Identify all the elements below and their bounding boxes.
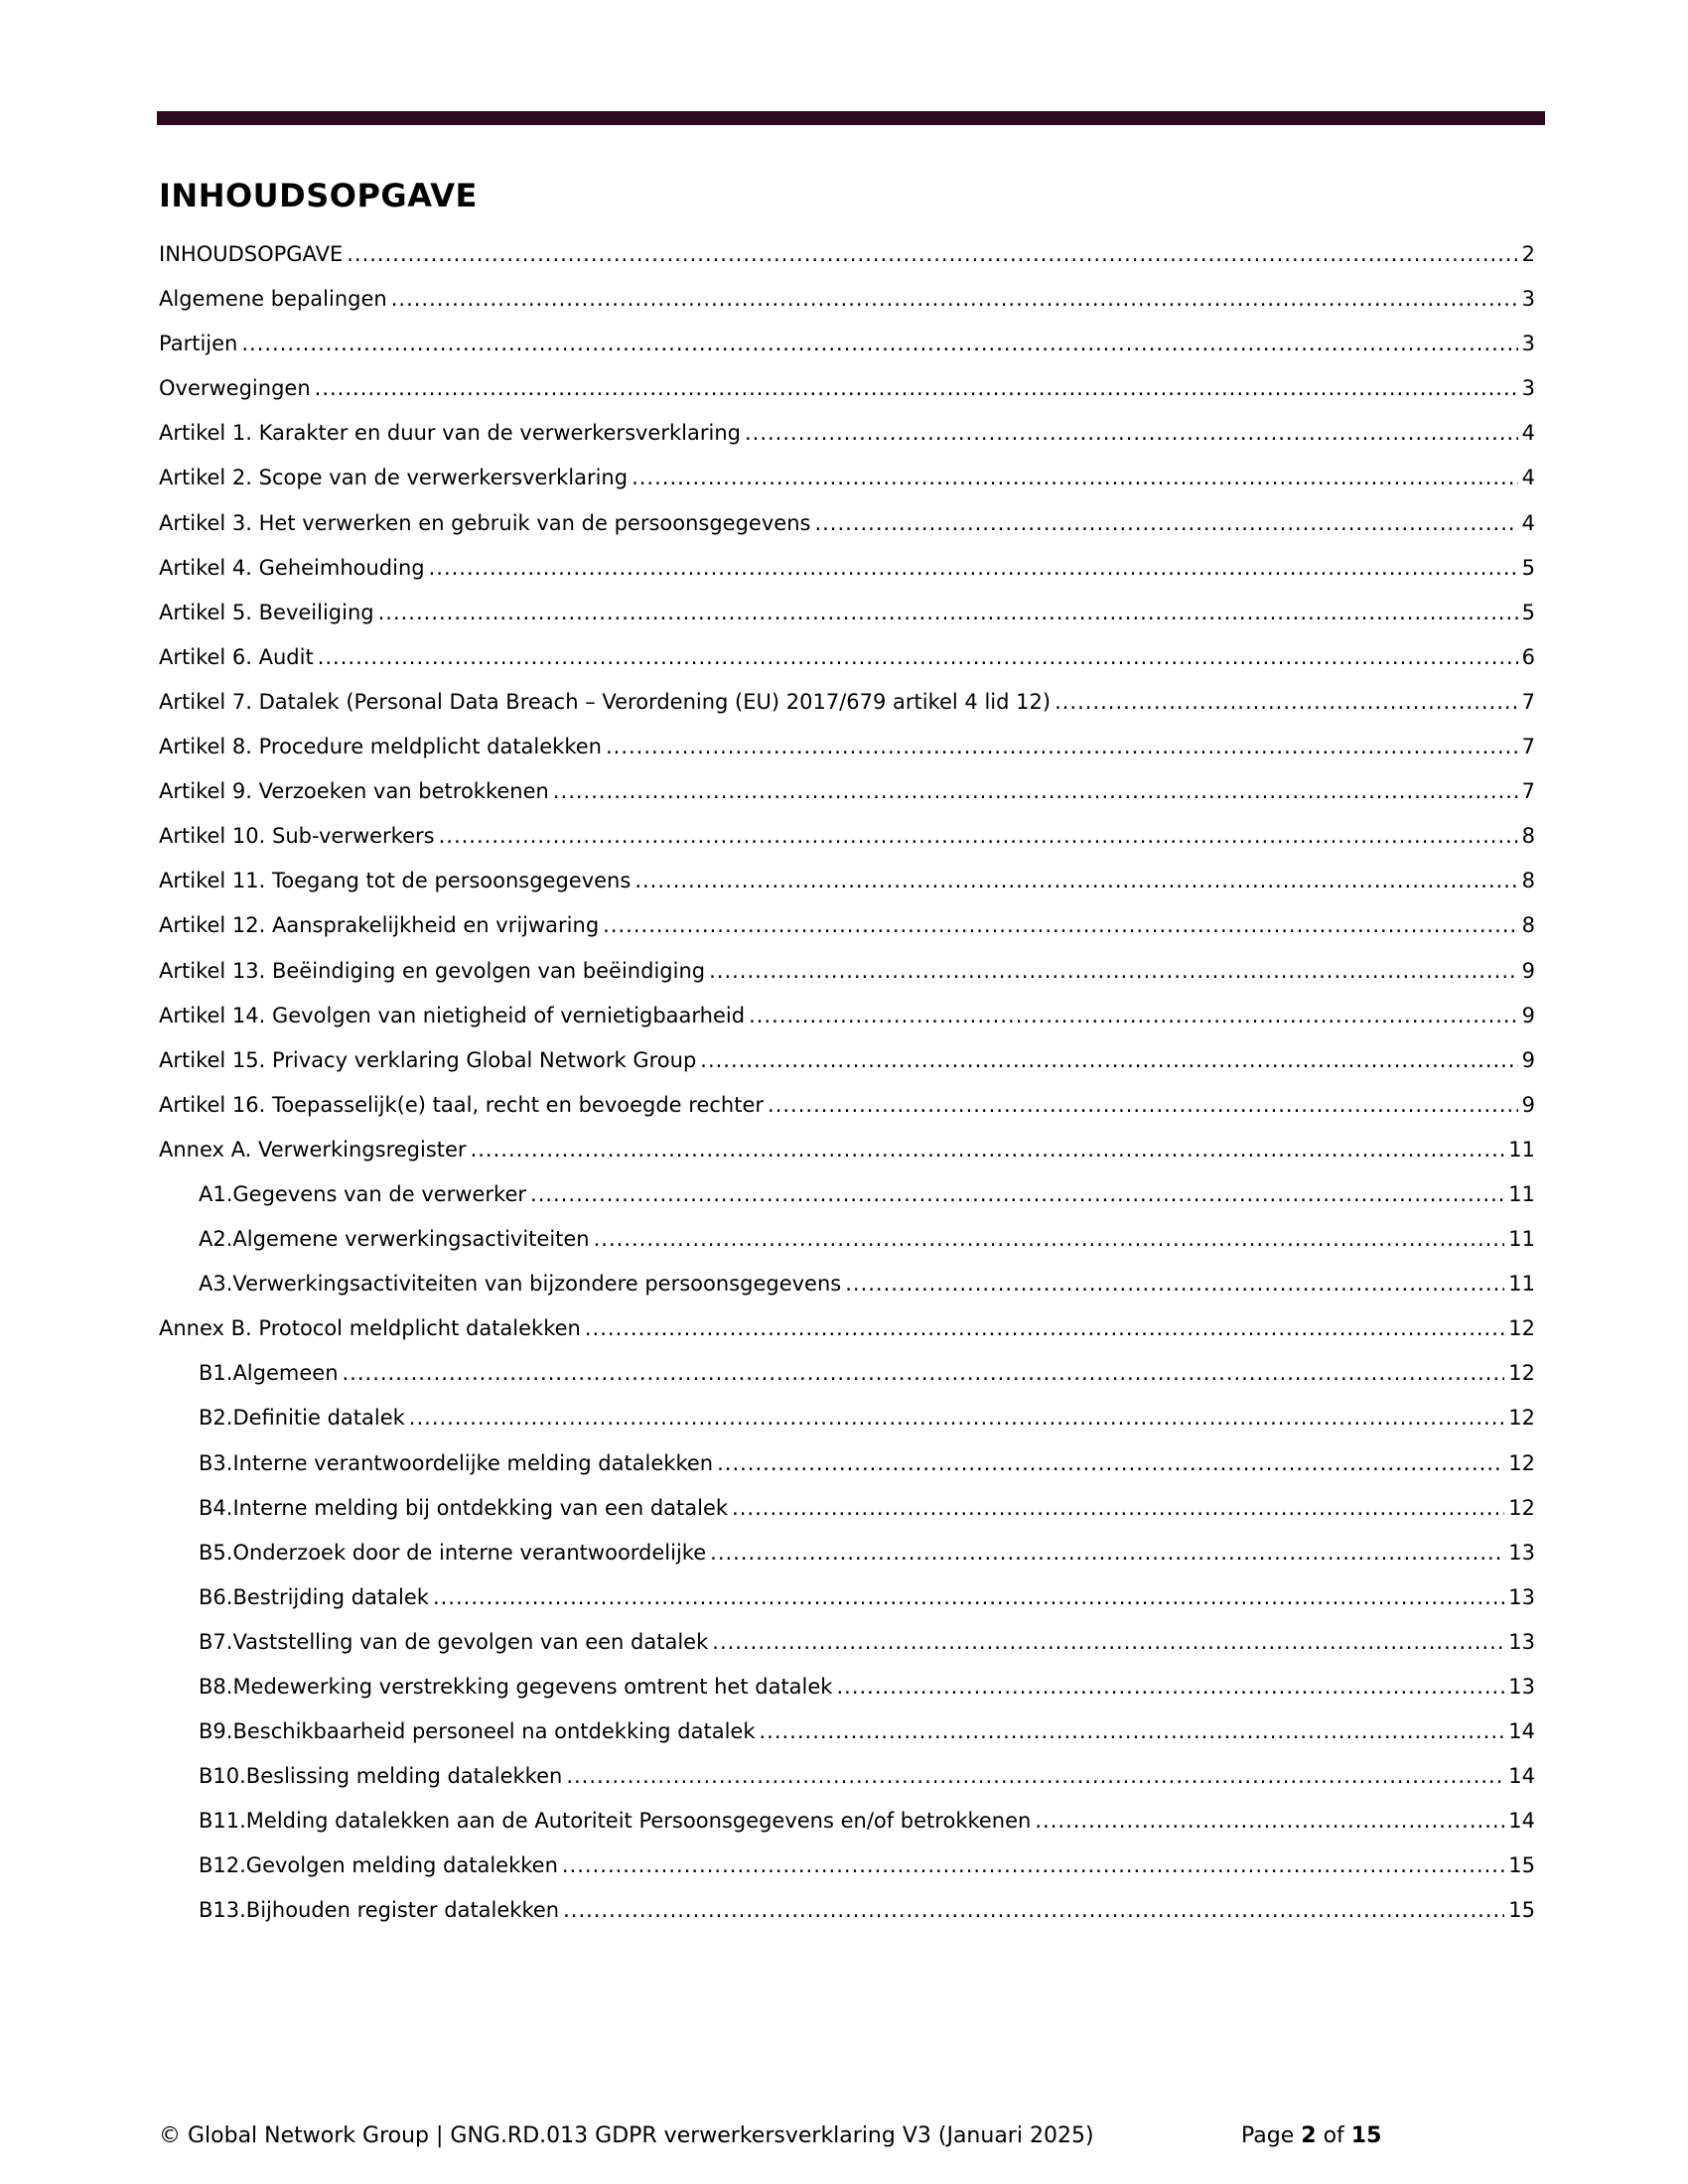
toc-entry-title: Artikel 16. Toepasselijk(e) taal, recht en bevoegde rechter: [159, 1092, 765, 1117]
toc-entry[interactable]: [159, 773, 1535, 818]
toc-entry-page: 13: [1508, 1629, 1535, 1654]
toc-leader-dots: [562, 1847, 1504, 1883]
toc-entry-title: B8.Medewerking verstrekking gegevens omtrent het datalek: [199, 1675, 833, 1699]
toc-leader-dots: [709, 953, 1518, 989]
toc-entry-page: 9: [1521, 958, 1535, 983]
toc-leader-dots: [634, 863, 1517, 898]
toc-subentry[interactable]: [159, 1892, 1535, 1937]
toc-subentry[interactable]: [159, 1266, 1535, 1310]
toc-entry-title: B3.Interne verantwoordelijke melding datalekken: [199, 1450, 714, 1475]
header-rule: [157, 111, 1545, 125]
toc-entry-page: 8: [1521, 913, 1535, 938]
toc-entry-title: Artikel 13. Beëindiging en gevolgen van beëindiging: [159, 958, 706, 983]
toc-entry[interactable]: [159, 505, 1535, 550]
toc-leader-dots: [814, 505, 1517, 541]
toc-subentry[interactable]: [159, 1669, 1535, 1713]
toc-entry-title: B11.Melding datalekken aan de Autoriteit Persoonsgegevens en/of betrokkenen: [199, 1809, 1032, 1834]
toc-entry-page: 12: [1508, 1450, 1535, 1475]
toc-leader-dots: [732, 1490, 1504, 1526]
toc-entry-page: 13: [1508, 1675, 1535, 1699]
toc-entry-title: B12.Gevolgen melding datalekken: [199, 1853, 558, 1878]
toc-subentry[interactable]: [159, 1176, 1535, 1221]
toc-leader-dots: [563, 1892, 1504, 1928]
page-number-total: 15: [1350, 2123, 1382, 2148]
page-number-current: 2: [1301, 2123, 1317, 2148]
toc-entry-page: 9: [1521, 1003, 1535, 1027]
toc-entry-page: 2: [1521, 242, 1535, 266]
toc-subentry[interactable]: [159, 1847, 1535, 1892]
toc-leader-dots: [241, 326, 1517, 361]
page-number: [1241, 2121, 1381, 2151]
toc-entry-page: 15: [1508, 1898, 1535, 1923]
toc-entry-page: 13: [1508, 1584, 1535, 1609]
toc-entry[interactable]: [159, 460, 1535, 504]
toc-leader-dots: [315, 370, 1518, 406]
toc-entry[interactable]: [159, 863, 1535, 907]
toc-entry-page: 4: [1521, 466, 1535, 490]
toc-entry-page: 5: [1521, 555, 1535, 580]
toc-leader-dots: [391, 281, 1518, 317]
toc-entry[interactable]: [159, 281, 1535, 326]
toc-entry[interactable]: [159, 639, 1535, 684]
toc-leader-dots: [1055, 684, 1518, 720]
toc-subentry[interactable]: [159, 1579, 1535, 1624]
toc-entry[interactable]: [159, 550, 1535, 595]
toc-entry-page: 8: [1521, 869, 1535, 893]
toc-entry-title: Overwegingen: [159, 376, 311, 401]
toc-leader-dots: [759, 1713, 1504, 1749]
toc-entry-page: 8: [1521, 824, 1535, 849]
toc-subentry[interactable]: [159, 1713, 1535, 1758]
toc-leader-dots: [318, 639, 1518, 675]
toc-entry[interactable]: [159, 953, 1535, 998]
toc-entry-page: 12: [1508, 1361, 1535, 1386]
toc-entry-title: Annex B. Protocol meldplicht datalekken: [159, 1316, 581, 1341]
toc-leader-dots: [712, 1624, 1504, 1660]
toc-entry-title: B10.Beslissing melding datalekken: [199, 1764, 563, 1789]
toc-entry-title: Artikel 11. Toegang tot de persoonsgegevens: [159, 869, 632, 893]
toc-entry[interactable]: [159, 370, 1535, 415]
toc-entry-title: Artikel 2. Scope van de verwerkersverklaring: [159, 466, 629, 490]
toc-entry-title: Artikel 4. Geheimhouding: [159, 555, 425, 580]
toc-entry-title: B5.Onderzoek door de interne verantwoordelijke: [199, 1540, 707, 1565]
toc-entry[interactable]: [159, 998, 1535, 1042]
toc-leader-dots: [439, 818, 1518, 854]
toc-entry-page: 7: [1521, 735, 1535, 759]
toc-entry-title: Algemene bepalingen: [159, 287, 387, 312]
toc-entry[interactable]: [159, 1042, 1535, 1087]
toc-entry-page: 6: [1521, 644, 1535, 669]
toc-entry-page: 12: [1508, 1406, 1535, 1431]
toc-entry-page: 7: [1521, 779, 1535, 804]
toc-entry-page: 4: [1521, 510, 1535, 535]
toc-entry-title: Annex A. Verwerkingsregister: [159, 1137, 467, 1161]
toc-entry[interactable]: [159, 326, 1535, 370]
toc-subentry[interactable]: [159, 1535, 1535, 1579]
toc-entry-title: A2.Algemene verwerkingsactiviteiten: [199, 1227, 590, 1252]
toc-subentry[interactable]: [159, 1445, 1535, 1490]
toc-leader-dots: [433, 1579, 1504, 1615]
toc-leader-dots: [347, 236, 1517, 272]
toc-entry-page: 3: [1521, 332, 1535, 356]
toc-entry[interactable]: [159, 907, 1535, 952]
toc-leader-dots: [378, 595, 1518, 630]
toc-leader-dots: [1035, 1803, 1504, 1839]
toc-entry-title: B4.Interne melding bij ontdekking van een datalek: [199, 1495, 729, 1520]
toc-entry[interactable]: [159, 1087, 1535, 1132]
toc-entry-title: B9.Beschikbaarheid personeel na ontdekking datalek: [199, 1719, 756, 1744]
toc-entry-page: 14: [1508, 1764, 1535, 1789]
toc-entry-page: 9: [1521, 1047, 1535, 1072]
toc-entry[interactable]: [159, 595, 1535, 639]
table-of-contents: [159, 236, 1535, 1938]
toc-entry[interactable]: [159, 684, 1535, 729]
toc-leader-dots: [836, 1669, 1504, 1705]
toc-entry-title: B7.Vaststelling van de gevolgen van een datalek: [199, 1629, 709, 1654]
toc-entry-title: Artikel 10. Sub-verwerkers: [159, 824, 435, 849]
toc-entry-title: B2.Definitie datalek: [199, 1406, 405, 1431]
toc-entry-page: 11: [1508, 1137, 1535, 1161]
toc-entry-page: 15: [1508, 1853, 1535, 1878]
toc-entry-page: 3: [1521, 287, 1535, 312]
toc-entry-title: Artikel 12. Aansprakelijkheid en vrijwaring: [159, 913, 600, 938]
toc-leader-dots: [606, 729, 1518, 764]
toc-leader-dots: [553, 773, 1518, 809]
toc-entry-title: Artikel 14. Gevolgen van nietigheid of vernietigbaarheid: [159, 1003, 746, 1027]
toc-entry-title: INHOUDSOPGAVE: [159, 242, 344, 266]
page-number-prefix: Page: [1241, 2123, 1302, 2148]
toc-subentry[interactable]: [159, 1355, 1535, 1400]
toc-entry-page: 14: [1508, 1809, 1535, 1834]
toc-entry-title: B6.Bestrijding datalek: [199, 1584, 429, 1609]
toc-subentry[interactable]: [159, 1624, 1535, 1669]
toc-entry-page: 14: [1508, 1719, 1535, 1744]
toc-leader-dots: [768, 1087, 1518, 1123]
toc-leader-dots: [717, 1445, 1504, 1481]
toc-leader-dots: [343, 1355, 1505, 1391]
toc-leader-dots: [603, 907, 1517, 943]
toc-entry-title: A3.Verwerkingsactiviteiten van bijzondere persoonsgegevens: [199, 1272, 842, 1297]
toc-entry-page: 12: [1508, 1495, 1535, 1520]
toc-leader-dots: [585, 1310, 1504, 1346]
toc-entry-title: Artikel 3. Het verwerken en gebruik van de persoonsgegevens: [159, 510, 811, 535]
toc-entry[interactable]: [159, 729, 1535, 773]
page-number-of: of: [1316, 2123, 1351, 2148]
toc-entry-page: 9: [1521, 1092, 1535, 1117]
toc-leader-dots: [632, 460, 1518, 495]
toc-subentry[interactable]: [159, 1490, 1535, 1535]
toc-entry-title: Partijen: [159, 332, 238, 356]
toc-subentry[interactable]: [159, 1400, 1535, 1444]
toc-leader-dots: [409, 1400, 1504, 1435]
toc-entry-page: 11: [1508, 1181, 1535, 1206]
toc-entry-title: Artikel 5. Beveiliging: [159, 600, 374, 624]
toc-leader-dots: [566, 1758, 1504, 1794]
toc-leader-dots: [745, 415, 1518, 451]
toc-subentry[interactable]: [159, 1803, 1535, 1847]
toc-entry-title: B1.Algemeen: [199, 1361, 339, 1386]
toc-entry-page: 11: [1508, 1272, 1535, 1297]
toc-leader-dots: [749, 998, 1518, 1033]
toc-entry-page: 5: [1521, 600, 1535, 624]
toc-leader-dots: [845, 1266, 1504, 1301]
toc-leader-dots: [471, 1132, 1505, 1167]
toc-entry-page: 4: [1521, 421, 1535, 446]
toc-entry-title: Artikel 6. Audit: [159, 644, 314, 669]
toc-leader-dots: [710, 1535, 1504, 1570]
toc-entry[interactable]: [159, 415, 1535, 460]
toc-entry-page: 3: [1521, 376, 1535, 401]
footer-copyright: © Global Network Group | GNG.RD.013 GDPR verwerkersverklaring V3 (Januari 2025): [159, 2123, 1094, 2148]
toc-entry-title: B13.Bijhouden register datalekken: [199, 1898, 560, 1923]
toc-entry-page: 11: [1508, 1227, 1535, 1252]
toc-entry-page: 13: [1508, 1540, 1535, 1565]
toc-entry[interactable]: [159, 236, 1535, 281]
toc-leader-dots: [594, 1221, 1505, 1257]
toc-entry[interactable]: [159, 1132, 1535, 1176]
toc-entry[interactable]: [159, 818, 1535, 863]
toc-leader-dots: [530, 1176, 1504, 1212]
toc-entry-title: Artikel 1. Karakter en duur van de verwerkersverklaring: [159, 421, 741, 446]
toc-entry-title: Artikel 9. Verzoeken van betrokkenen: [159, 779, 549, 804]
toc-entry-title: Artikel 7. Datalek (Personal Data Breach – Verordening (EU) 2017/679 artikel 4 lid 12): [159, 689, 1052, 714]
toc-entry-page: 12: [1508, 1316, 1535, 1341]
toc-leader-dots: [429, 550, 1518, 586]
page-title: INHOUDSOPGAVE: [159, 177, 478, 214]
toc-entry-title: Artikel 8. Procedure meldplicht datalekken: [159, 735, 602, 759]
toc-entry-page: 7: [1521, 689, 1535, 714]
toc-subentry[interactable]: [159, 1221, 1535, 1266]
toc-subentry[interactable]: [159, 1758, 1535, 1803]
toc-entry-title: Artikel 15. Privacy verklaring Global Network Group: [159, 1047, 697, 1072]
toc-entry-title: A1.Gegevens van de verwerker: [199, 1181, 527, 1206]
toc-leader-dots: [700, 1042, 1517, 1078]
toc-entry[interactable]: [159, 1310, 1535, 1355]
